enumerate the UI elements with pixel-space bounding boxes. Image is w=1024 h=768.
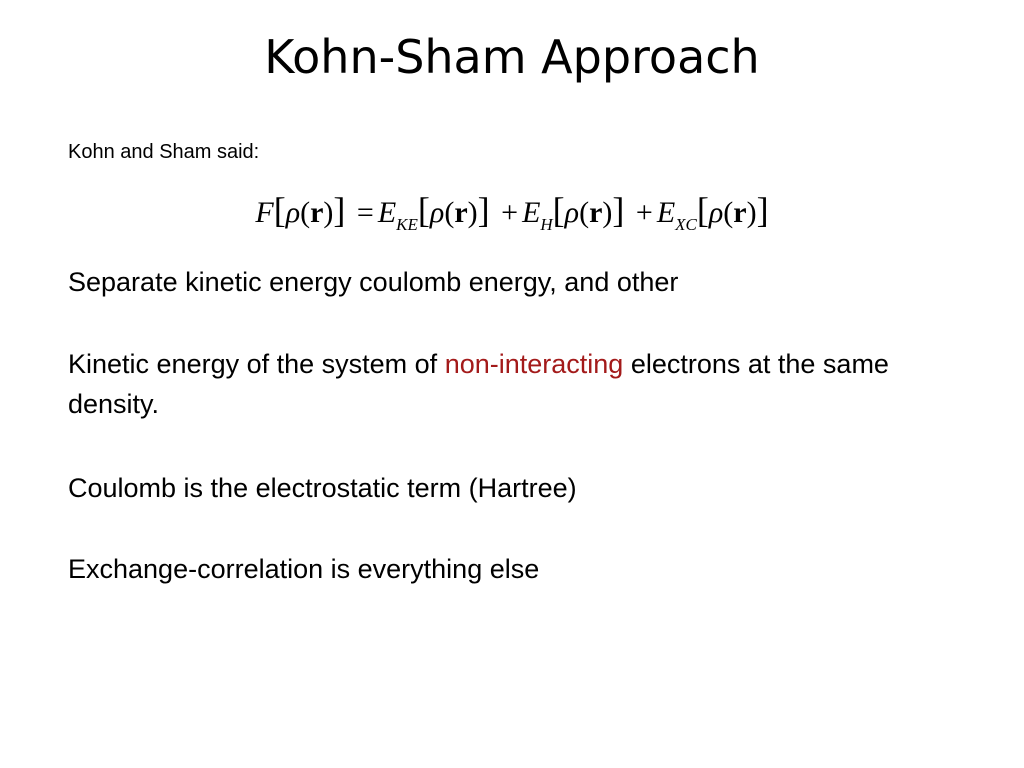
eq-lbracket-3: [	[552, 190, 565, 230]
eq-rparen-2: )	[467, 196, 478, 229]
eq-E-h: E	[522, 196, 541, 229]
kinetic-text-post: electrons at the same density.	[68, 349, 889, 419]
eq-rho-3: ρ	[564, 196, 580, 229]
non-interacting-highlight: non-interacting	[444, 349, 624, 379]
eq-lbracket-4: [	[696, 190, 709, 230]
eq-rbracket-4: ]	[756, 190, 769, 230]
eq-E-ke: E	[377, 196, 397, 229]
eq-lparen-2: (	[444, 196, 455, 229]
eq-r-1: r	[310, 196, 324, 229]
eq-lbracket-1: [	[273, 190, 286, 230]
paragraph-separate-energies: Separate kinetic energy coulomb energy, and other	[68, 267, 679, 297]
slide-title: Kohn-Sham Approach	[264, 30, 760, 84]
eq-rho-2: ρ	[429, 196, 445, 229]
eq-rparen-1: )	[323, 196, 334, 229]
paragraph-kinetic-energy	[68, 344, 968, 424]
eq-rparen-3: )	[602, 196, 613, 229]
eq-F: F	[255, 196, 274, 229]
eq-rho-1: ρ	[285, 196, 301, 229]
eq-plus-1: +	[501, 196, 519, 229]
eq-rbracket-3: ]	[612, 190, 625, 230]
eq-sub-ke: KE	[396, 215, 418, 234]
eq-rho-4: ρ	[708, 196, 724, 229]
eq-sub-h: H	[540, 215, 553, 234]
eq-r-2: r	[454, 196, 468, 229]
eq-E-xc: E	[656, 196, 676, 229]
eq-lparen-3: (	[579, 196, 590, 229]
eq-rbracket-1: ]	[333, 190, 346, 230]
intro-text: Kohn and Sham said:	[68, 141, 260, 163]
eq-lparen-1: (	[300, 196, 311, 229]
eq-plus-2: +	[635, 196, 653, 229]
eq-lbracket-2: [	[417, 190, 430, 230]
paragraph-exchange-correlation: Exchange-correlation is everything else	[68, 554, 540, 584]
eq-r-4: r	[733, 196, 747, 229]
kinetic-text-pre: Kinetic energy of the system of	[68, 349, 445, 379]
eq-lparen-4: (	[723, 196, 734, 229]
eq-equals: =	[356, 196, 374, 229]
eq-sub-xc: XC	[675, 215, 697, 234]
eq-rbracket-2: ]	[477, 190, 490, 230]
paragraph-coulomb: Coulomb is the electrostatic term (Hartree)	[68, 473, 577, 503]
kohn-sham-equation	[0, 188, 1024, 247]
eq-r-3: r	[589, 196, 603, 229]
eq-rparen-4: )	[746, 196, 757, 229]
